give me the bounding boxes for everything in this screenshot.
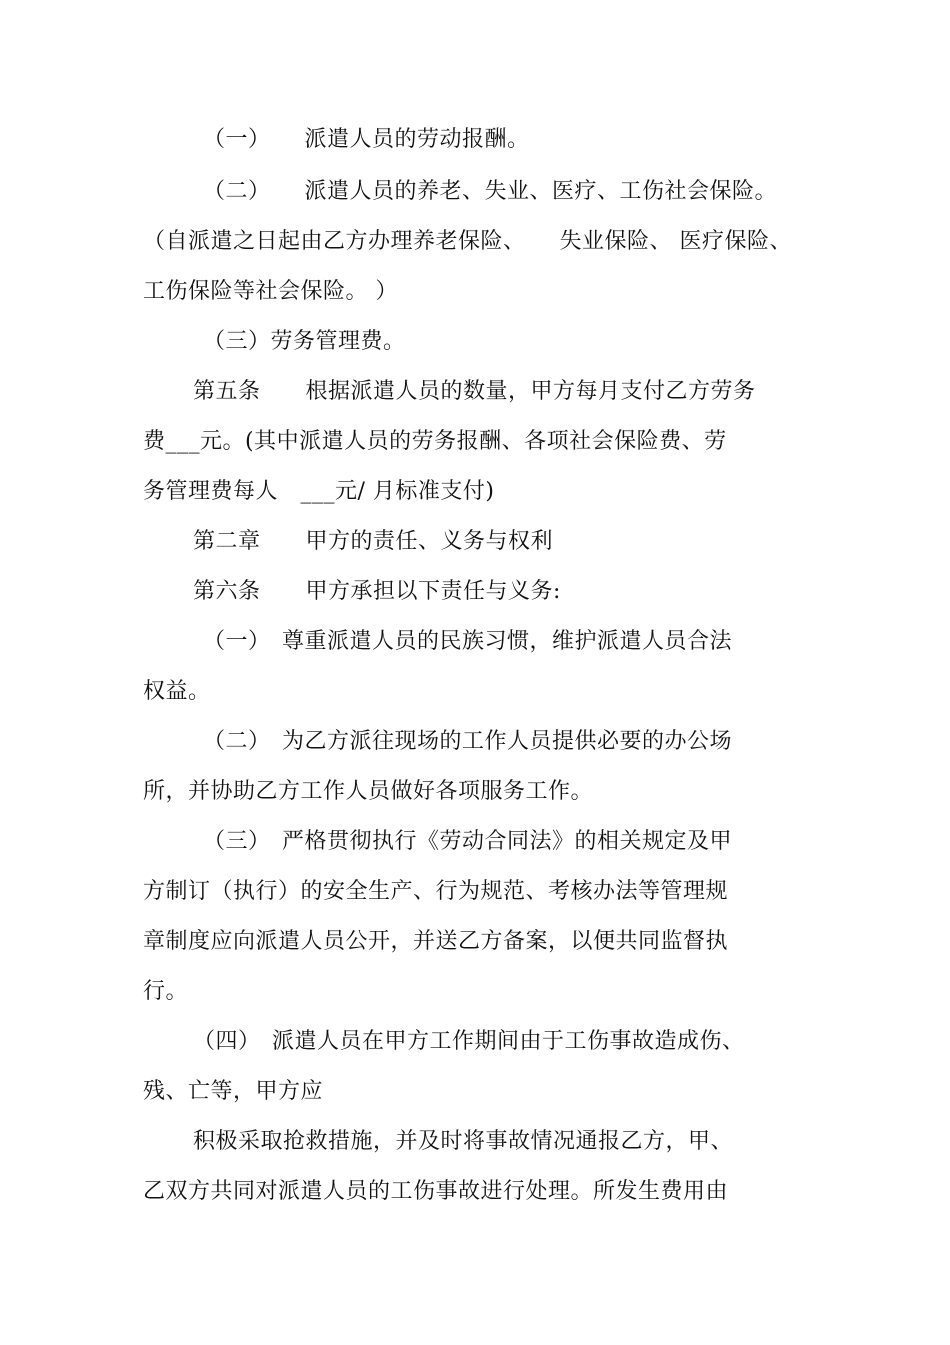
chapter-2-heading: 第二章 甲方的责任、义务与权利 xyxy=(193,529,554,554)
article-6-item-3-line-1: （三） 严格贯彻执行《劳动合同法》的相关规定及甲 xyxy=(203,829,733,854)
article-6-item-4-line-1: （四） 派遣人员在甲方工作期间由于工伤事故造成伤、 xyxy=(193,1029,745,1054)
article-5-line-1: 第五条 根据派遣人员的数量，甲方每月支付乙方劳务 xyxy=(193,379,756,404)
article-6-item-3-line-3: 章制度应向派遣人员公开，并送乙方备案，以便共同监督执 xyxy=(143,929,729,954)
item-3-management-fee: （三）劳务管理费。 xyxy=(203,329,406,354)
article-6-item-2-line-1: （二） 为乙方派往现场的工作人员提供必要的办公场 xyxy=(203,729,733,754)
article-6-item-3-line-4: 行。 xyxy=(143,979,189,1004)
social-insurance-note-line-2: 工伤保险等社会保险。 ） xyxy=(143,279,398,304)
article-5-line-2: 费___元。(其中派遣人员的劳务报酬、各项社会保险费、劳 xyxy=(143,429,727,454)
item-1-labor-remuneration: （一） 派遣人员的劳动报酬。 xyxy=(203,127,530,152)
article-6-item-2-line-2: 所，并协助乙方工作人员做好各项服务工作。 xyxy=(143,779,594,804)
article-6-item-4-line-4: 乙双方共同对派遣人员的工伤事故进行处理。所发生费用由 xyxy=(143,1179,729,1204)
article-6-item-3-line-2: 方制订（执行）的安全生产、行为规范、考核办法等管理规 xyxy=(143,879,729,904)
article-6-item-1-line-1: （一） 尊重派遣人员的民族习惯，维护派遣人员合法 xyxy=(203,629,733,654)
article-6-item-4-line-3: 积极采取抢救措施，并及时将事故情况通报乙方，甲、 xyxy=(193,1129,734,1154)
item-2-social-insurance: （二） 派遣人员的养老、失业、医疗、工伤社会保险。 xyxy=(203,179,778,204)
social-insurance-note-line-1: （自派遣之日起由乙方办理养老保险、 失业保险、 医疗保险、 xyxy=(143,229,792,254)
article-6-heading: 第六条 甲方承担以下责任与义务: xyxy=(193,579,561,604)
article-5-line-3: 务管理费每人 ___元/ 月标准支付) xyxy=(143,479,495,504)
article-6-item-1-line-2: 权益。 xyxy=(143,679,211,704)
article-6-item-4-line-2: 残、亡等，甲方应 xyxy=(143,1079,324,1104)
